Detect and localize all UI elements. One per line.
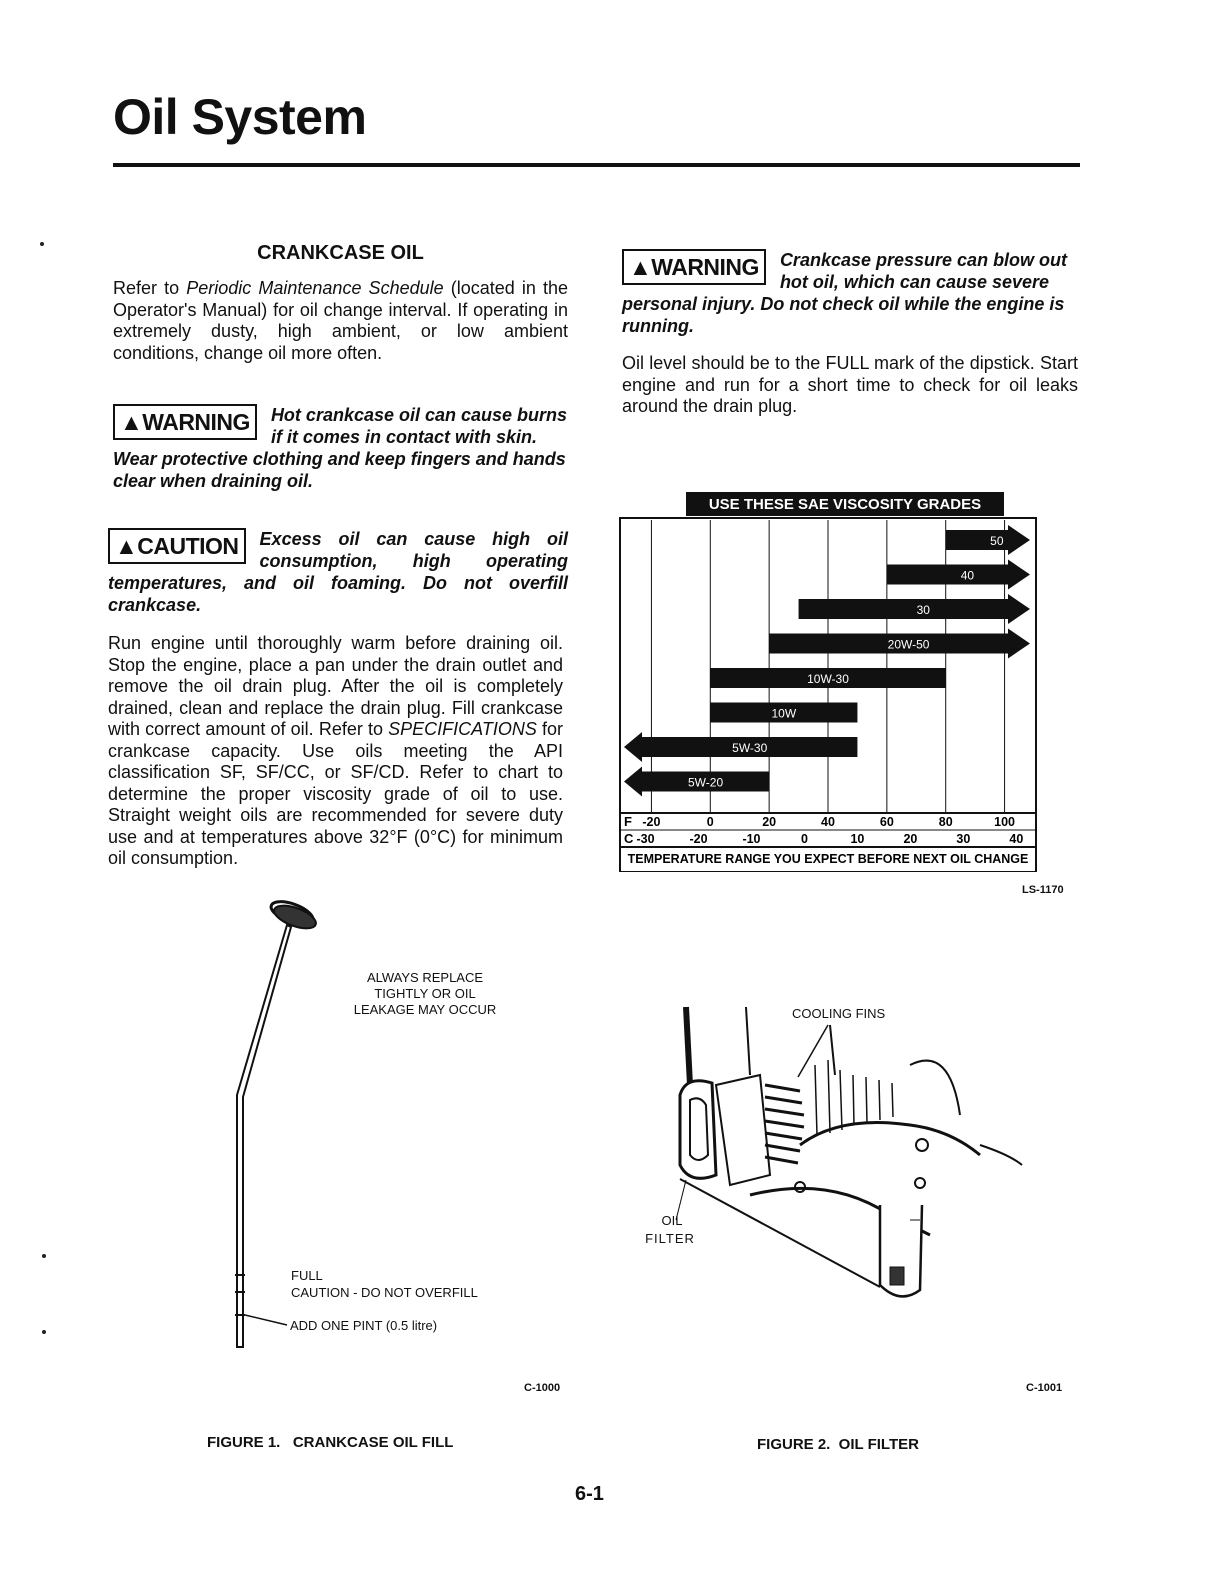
dipstick-replace-note: ALWAYS REPLACE TIGHTLY OR OIL LEAKAGE MAY OCCUR bbox=[353, 970, 497, 1017]
page-title: Oil System bbox=[113, 89, 367, 145]
c-tick-label: 20 bbox=[903, 832, 918, 846]
chart-grid bbox=[651, 520, 1004, 813]
margin-mark bbox=[42, 1330, 46, 1334]
bar-arrow-right bbox=[1008, 560, 1030, 590]
drain-instructions: Run engine until thoroughly warm before draining oil. Stop the engine, place a pan under the drain outlet and remove the oil drain plug. After the oil is completely drained, clean and replace the drain plug. Fill crankcase with correct amount of oil. Refer to SPECIFICATIONS for crankcase capacity. Use oils meeting the API classification SF, SF/CC, or SF/CD. Refer to chart to determine the proper viscosity grade of oil to use. Straight weight oils are recommended for severe duty use and at temperatures above 32°F (0°C) for minimum oil consumption. bbox=[108, 633, 563, 868]
f-tick-label: 40 bbox=[821, 815, 835, 829]
full-mark-label: FULL bbox=[291, 1268, 323, 1283]
bar-label: 30 bbox=[916, 603, 930, 617]
margin-mark bbox=[40, 242, 44, 246]
chart-code: LS-1170 bbox=[1022, 884, 1064, 896]
chart-title: USE THESE SAE VISCOSITY GRADES bbox=[708, 496, 982, 513]
bar-arrow-right bbox=[1008, 629, 1030, 659]
title-rule bbox=[113, 163, 1080, 167]
viscosity-chart-svg bbox=[618, 490, 1038, 872]
caution-text: Excess oil can cause high oil consumption, high operating temperatures, and oil foaming. Do not overfill crankcase. bbox=[108, 529, 568, 615]
bar-label: 50 bbox=[990, 534, 1004, 548]
warning-text: Crankcase pressure can blow out hot oil, which can cause severe personal injury. Do not check oil while the engine is running. bbox=[622, 250, 1068, 336]
caution-block bbox=[108, 528, 568, 616]
c-tick-label: -10 bbox=[742, 832, 761, 846]
c-tick-label: 30 bbox=[956, 832, 971, 846]
warning-text: Hot crankcase oil can cause burns if it comes in contact with skin. Wear protective clothing and keep fingers and hands clear when draining oil. bbox=[113, 405, 568, 491]
bar-arrow-right bbox=[1008, 525, 1030, 555]
oil-filter-illustration bbox=[650, 1005, 1040, 1325]
figure1-caption: FIGURE 1. CRANKCASE OIL FILL bbox=[207, 1434, 454, 1451]
overfill-caution-label: CAUTION - DO NOT OVERFILL bbox=[291, 1285, 478, 1300]
caution-triangle-icon: ▲ bbox=[115, 533, 138, 559]
bar-label: 10W-30 bbox=[807, 672, 849, 686]
f-tick-label: 80 bbox=[938, 815, 953, 829]
figure1-code: C-1000 bbox=[524, 1382, 561, 1394]
page-number: 6-1 bbox=[575, 1483, 604, 1505]
c-tick-label: 0 bbox=[800, 832, 808, 846]
warning-label: ▲WARNING bbox=[113, 404, 257, 440]
bar-arrow-left bbox=[624, 767, 642, 797]
figure2-code: C-1001 bbox=[1026, 1382, 1063, 1394]
warning-label: ▲WARNING bbox=[622, 249, 766, 285]
cooling-fins-label: COOLING FINS bbox=[792, 1006, 886, 1021]
warning-block-2 bbox=[622, 249, 1080, 337]
chart-bars bbox=[624, 525, 1030, 797]
bar-arrow-left bbox=[624, 732, 642, 762]
warning-triangle-icon: ▲ bbox=[629, 254, 652, 280]
warning-triangle-icon: ▲ bbox=[120, 409, 143, 435]
f-tick-label: 0 bbox=[706, 815, 714, 829]
oil-filter-label-2: FILTER bbox=[645, 1231, 695, 1246]
f-tick-label: 100 bbox=[994, 815, 1016, 829]
f-tick-label: 60 bbox=[879, 815, 894, 829]
oil-filter-label-1: OIL bbox=[661, 1213, 683, 1228]
section-heading: CRANKCASE OIL bbox=[257, 242, 424, 264]
f-axis-label: F bbox=[624, 814, 632, 829]
oil-level-paragraph: Oil level should be to the FULL mark of the dipstick. Start engine and run for a short time to check for oil leaks around the drain plug. bbox=[622, 353, 1078, 416]
bar-arrow-right bbox=[1008, 594, 1030, 624]
bar-label: 5W-30 bbox=[732, 741, 768, 755]
f-tick-label: -20 bbox=[642, 815, 661, 829]
margin-mark bbox=[42, 1254, 46, 1258]
bar-label: 20W-50 bbox=[887, 637, 930, 652]
c-tick-label: 10 bbox=[850, 832, 865, 846]
c-axis-label: C bbox=[624, 831, 634, 846]
c-tick-label: -30 bbox=[636, 832, 655, 846]
c-tick-label: 40 bbox=[1009, 832, 1024, 846]
figure2-caption: FIGURE 2. OIL FILTER bbox=[757, 1436, 919, 1453]
f-tick-label: 20 bbox=[762, 815, 777, 829]
bar-label: 10W bbox=[771, 706, 797, 721]
viscosity-chart bbox=[618, 490, 1038, 872]
intro-paragraph: Refer to Periodic Maintenance Schedule (located in the Operator's Manual) for oil change interval. If operating in extremely dusty, high ambient, or low ambient conditions, change oil more often. bbox=[113, 278, 569, 363]
bar-40 bbox=[887, 565, 1008, 585]
x-axis-title: TEMPERATURE RANGE YOU EXPECT BEFORE NEXT OIL CHANGE bbox=[627, 852, 1029, 866]
warning-block-1 bbox=[113, 404, 571, 492]
caution-label: ▲CAUTION bbox=[108, 528, 246, 564]
add-pint-label: ADD ONE PINT (0.5 litre) bbox=[290, 1318, 438, 1333]
bar-30 bbox=[799, 599, 1008, 619]
c-tick-label: -20 bbox=[689, 832, 708, 846]
bar-label: 40 bbox=[960, 568, 975, 583]
bar-label: 5W-20 bbox=[688, 775, 724, 790]
